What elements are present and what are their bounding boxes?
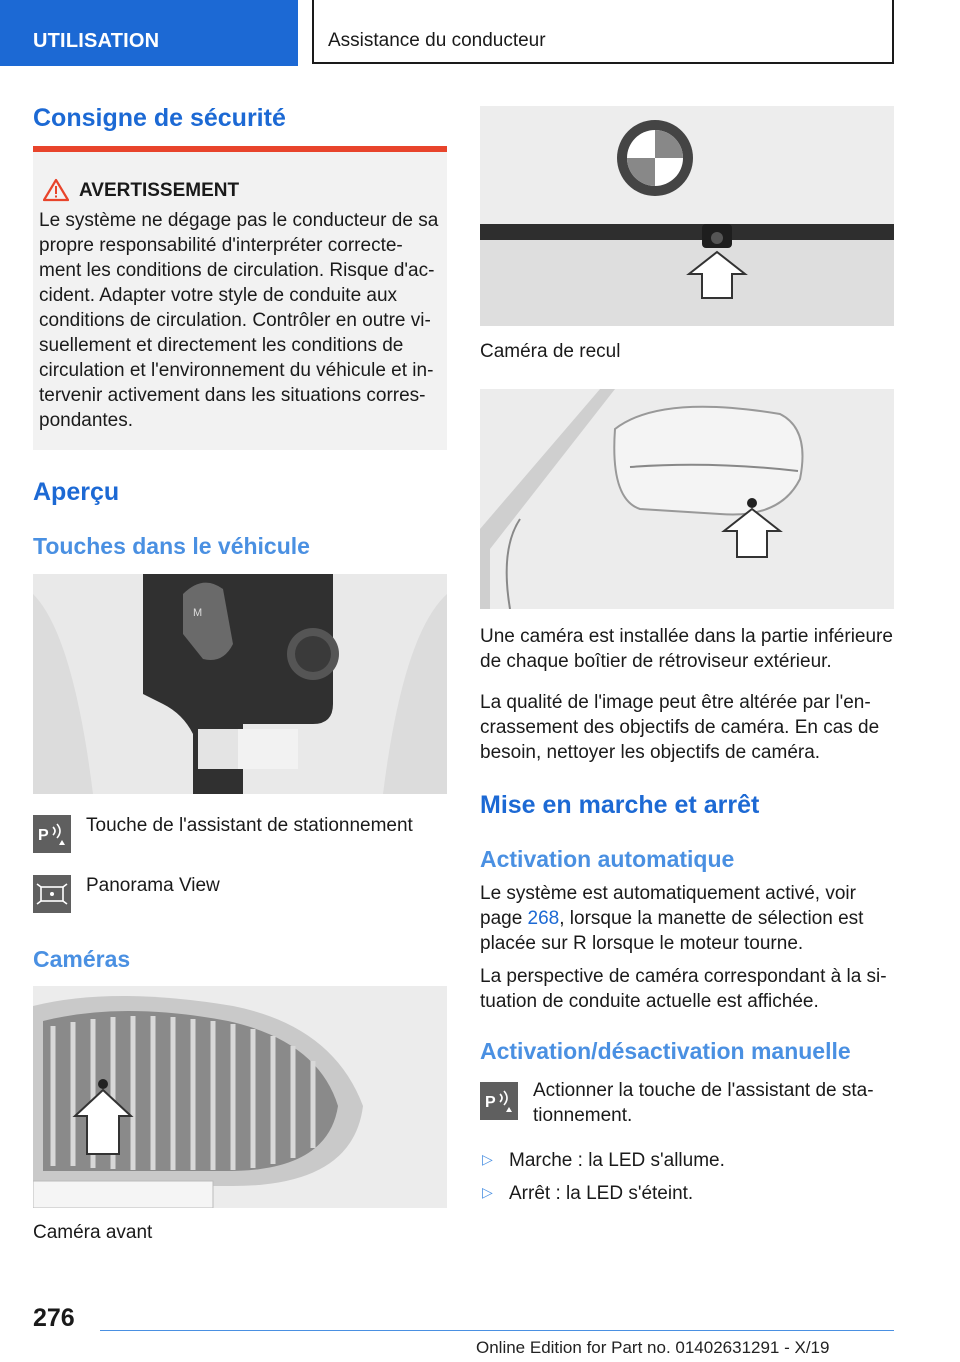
overview-title: Aperçu: [33, 478, 120, 506]
triangle-bullet-icon: ▷: [482, 1151, 493, 1167]
page-number: 276: [33, 1304, 75, 1332]
mirror-camera-image: [480, 389, 894, 609]
mirror-text: [480, 624, 893, 674]
warning-line: tervenir activement dans les situations corres-: [39, 385, 426, 406]
park-assist-icon: [33, 815, 71, 853]
park-button-label: Touche de l'assistant de stationnement: [86, 815, 413, 836]
text-line: de chaque boîtier de rétroviseur extérieur.: [480, 651, 832, 672]
text-line: La qualité de l'image peut être altérée par l'en-: [480, 692, 871, 713]
header-section-tab: [0, 0, 298, 66]
text-line: besoin, nettoyer les objectifs de caméra.: [480, 742, 821, 763]
svg-text:P: P: [38, 827, 49, 844]
rear-camera-image: [480, 106, 894, 326]
rear-camera-caption: Caméra de recul: [480, 341, 621, 362]
front-camera-caption: Caméra avant: [33, 1222, 153, 1243]
warning-line: Le système ne dégage pas le conducteur de sa: [39, 210, 439, 231]
warning-line: conditions de circulation. Contrôler en outre vi-: [39, 310, 431, 331]
text-line: [480, 906, 863, 931]
text-line: crassement des objectifs de caméra. En cas de: [480, 717, 880, 738]
text-line: La perspective de caméra correspondant à la si-: [480, 966, 887, 987]
text-line: tionnement.: [533, 1105, 633, 1126]
warning-line: pondantes.: [39, 410, 134, 431]
safety-title: Consigne de sécurité: [33, 104, 286, 132]
page-link[interactable]: 268: [527, 908, 560, 929]
warning-line: suellement et directement les conditions de: [39, 335, 404, 356]
text-line: Le système est automatiquement activé, voir: [480, 883, 856, 904]
park-assist-icon: [480, 1082, 518, 1120]
warning-box: [33, 146, 447, 450]
footer-edition: Online Edition for Part no. 01402631291 - X/19: [476, 1338, 830, 1357]
warning-line: ment les conditions de circulation. Risque d'ac-: [39, 260, 435, 281]
panorama-view-icon: [33, 875, 71, 913]
auto-text: [480, 881, 863, 956]
auto-title: Activation automatique: [480, 846, 735, 872]
bullet-on: Marche : la LED s'allume.: [509, 1150, 725, 1171]
svg-text:M: M: [193, 607, 203, 619]
warning-line: cident. Adapter votre style de conduite aux: [39, 285, 398, 306]
warning-label: AVERTISSEMENT: [79, 180, 240, 201]
manual-title: Activation/désactivation manuelle: [480, 1038, 851, 1064]
quality-text: [480, 690, 879, 765]
center-console-image: [33, 574, 447, 794]
text-line: Actionner la touche de l'assistant de sta-: [533, 1080, 874, 1101]
text-line: tuation de conduite actuelle est affichée.: [480, 991, 819, 1012]
text-rest: , lorsque la manette de sélection est: [559, 908, 864, 929]
footer-divider: [100, 1330, 894, 1331]
onoff-title: Mise en marche et arrêt: [480, 791, 760, 819]
perspective-text: [480, 964, 887, 1014]
header-section: UTILISATION: [33, 30, 160, 52]
text-line: Une caméra est installée dans la partie inférieure: [480, 626, 893, 647]
buttons-title: Touches dans le véhicule: [33, 533, 310, 559]
header-chapter-box: [312, 0, 894, 64]
header-chapter: Assistance du conducteur: [328, 30, 546, 51]
warning-triangle-icon: [43, 178, 69, 202]
warning-text: [39, 208, 443, 433]
bullet-off: Arrêt : la LED s'éteint.: [509, 1183, 694, 1204]
cameras-title: Caméras: [33, 946, 131, 972]
warning-line: propre responsabilité d'interpréter correcte-: [39, 235, 403, 256]
svg-text:P: P: [485, 1094, 496, 1111]
warning-line: circulation et l'environnement du véhicule et in-: [39, 360, 434, 381]
triangle-bullet-icon: ▷: [482, 1184, 493, 1200]
text-line: placée sur R lorsque le moteur tourne.: [480, 933, 804, 954]
manual-text: [533, 1078, 874, 1128]
page-prefix: page: [480, 908, 528, 929]
panorama-button-label: Panorama View: [86, 875, 220, 896]
front-camera-image: [33, 986, 447, 1208]
